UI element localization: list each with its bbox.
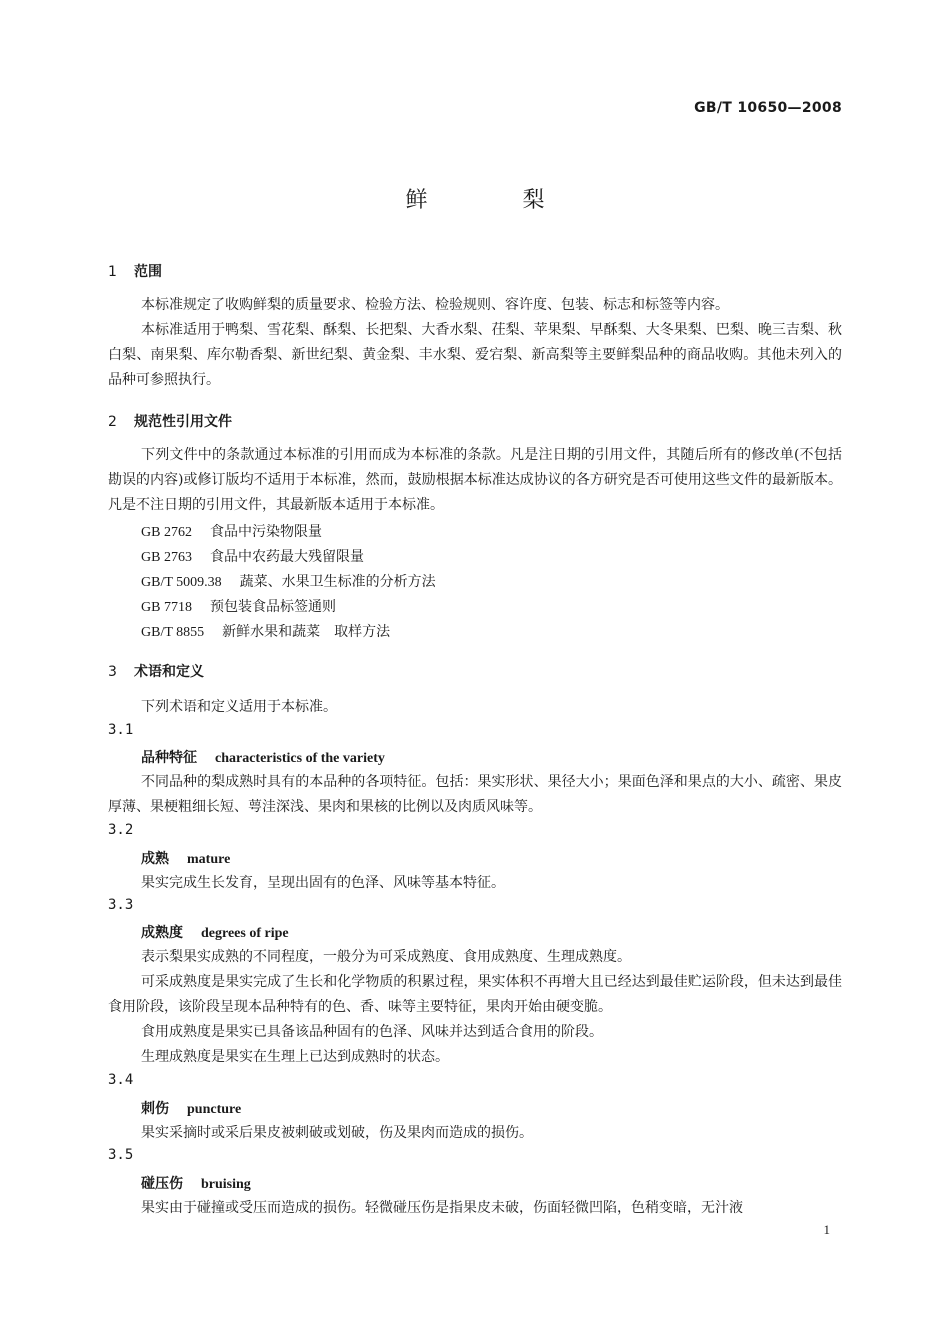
reference-code: GB 2763 [141, 550, 192, 565]
term-definition: 果实由于碰撞或受压而造成的损伤。轻微碰压伤是指果皮未破，伤面轻微凹陷，色稍变暗，无汁液 [141, 1200, 743, 1216]
reference-item [141, 546, 364, 566]
term-en: mature [187, 852, 231, 867]
term-number: 3.3 [108, 897, 134, 913]
title-char-2: 梨 [522, 188, 545, 213]
section-number: 3 [108, 664, 117, 680]
term-definition: 生理成熟度是果实在生理上已达到成熟时的状态。 [141, 1049, 449, 1065]
term-number: 3.4 [108, 1072, 134, 1088]
term-en: puncture [187, 1102, 242, 1117]
term-en: degrees of ripe [201, 926, 289, 941]
term-en: characteristics of the variety [215, 751, 385, 766]
reference-title: 食品中农药最大残留限量 [209, 549, 364, 565]
section-2-heading [108, 411, 232, 431]
section-title: 术语和定义 [134, 664, 204, 680]
term-zh: 碰压伤 [141, 1176, 183, 1192]
section-number: 2 [108, 414, 117, 430]
reference-code: GB/T 5009.38 [141, 575, 222, 590]
term-number: 3.1 [108, 722, 134, 738]
section-2-paragraph-1: 下列文件中的条款通过本标准的引用而成为本标准的条款。凡是注日期的引用文件，其随后所有的修改单(不包括勘误的内容)或修订版均不适用于本标准，然而，鼓励根据本标准达成协议的各方研究是否可使用这些文件的最新版本。凡是不注日期的引用文件，其最新版本适用于本标准。 [108, 447, 842, 513]
reference-title: 食品中污染物限量 [209, 524, 322, 540]
term-heading [141, 922, 289, 942]
term-heading [141, 1173, 251, 1193]
term-definition: 不同品种的梨成熟时具有的本品种的各项特征。包括：果实形状、果径大小；果面色泽和果点的大小、疏密、果皮厚薄、果梗粗细长短、萼洼深浅、果肉和果核的比例以及肉质风味等。 [108, 774, 842, 815]
reference-item [141, 521, 322, 541]
reference-code: GB 7718 [141, 600, 192, 615]
term-number: 3.2 [108, 822, 134, 838]
section-title: 规范性引用文件 [134, 414, 232, 430]
term-heading [141, 848, 230, 868]
document-title [0, 183, 950, 214]
term-definition: 果实完成生长发育，呈现出固有的色泽、风味等基本特征。 [141, 875, 505, 891]
page-number: 1 [823, 1222, 830, 1237]
section-1-paragraph-1: 本标准规定了收购鲜梨的质量要求、检验方法、检验规则、容许度、包装、标志和标签等内容。 [141, 297, 729, 313]
standard-code: GB/T 10650—2008 [694, 100, 842, 116]
term-definition: 表示梨果实成熟的不同程度，一般分为可采成熟度、食用成熟度、生理成熟度。 [141, 949, 631, 965]
title-char-1: 鲜 [405, 188, 428, 213]
term-zh: 成熟 [141, 851, 169, 867]
reference-item [141, 621, 390, 641]
reference-title: 预包装食品标签通则 [209, 599, 336, 615]
reference-code: GB 2762 [141, 525, 192, 540]
term-zh: 品种特征 [141, 750, 197, 766]
term-zh: 刺伤 [141, 1101, 169, 1117]
reference-item [141, 571, 436, 591]
reference-title: 蔬菜、水果卫生标准的分析方法 [239, 574, 436, 590]
term-definition: 果实采摘时或采后果皮被刺破或划破，伤及果肉而造成的损伤。 [141, 1125, 533, 1141]
term-heading [141, 1098, 241, 1118]
section-number: 1 [108, 264, 117, 280]
term-zh: 成熟度 [141, 925, 183, 941]
section-1-paragraph-2: 本标准适用于鸭梨、雪花梨、酥梨、长把梨、大香水梨、茌梨、苹果梨、早酥梨、大冬果梨、巴梨、晚三吉梨、秋白梨、南果梨、库尔勒香梨、新世纪梨、黄金梨、丰水梨、爱宕梨、新高梨等主要鲜梨品种的商品收购。其他未列入的品种可参照执行。 [108, 322, 842, 388]
section-1-heading [108, 261, 162, 281]
term-heading [141, 747, 385, 767]
reference-item [141, 596, 336, 616]
term-definition: 可采成熟度是果实完成了生长和化学物质的积累过程，果实体积不再增大且已经达到最佳贮运阶段，但未达到最佳食用阶段，该阶段呈现本品种特有的色、香、味等主要特征，果肉开始由硬变脆。 [108, 974, 842, 1015]
term-definition: 食用成熟度是果实已具备该品种固有的色泽、风味并达到适合食用的阶段。 [141, 1024, 603, 1040]
section-3-heading [108, 661, 204, 681]
term-number: 3.5 [108, 1147, 134, 1163]
section-3-intro: 下列术语和定义适用于本标准。 [141, 699, 337, 715]
reference-title: 新鲜水果和蔬菜 取样方法 [222, 624, 391, 640]
reference-code: GB/T 8855 [141, 625, 205, 640]
term-en: bruising [201, 1177, 251, 1192]
section-title: 范围 [134, 264, 162, 280]
